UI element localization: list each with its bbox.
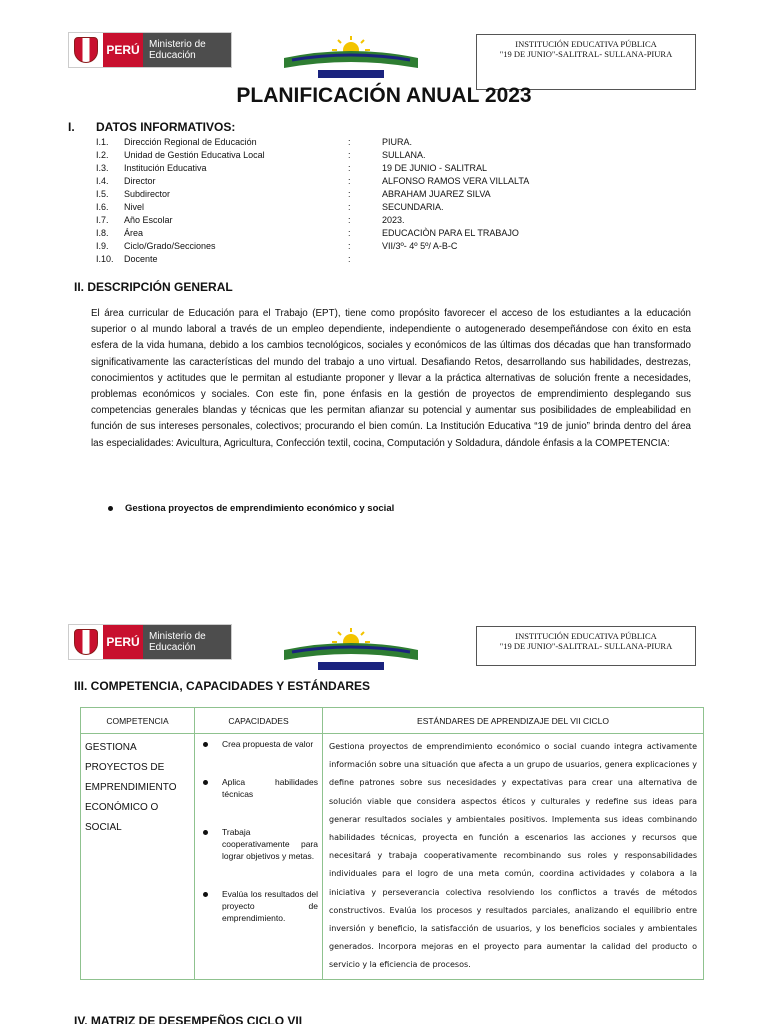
section3-heading: III. COMPETENCIA, CAPACIDADES Y ESTÁNDARES bbox=[74, 679, 371, 693]
info-label: Ciclo/Grado/Secciones bbox=[124, 241, 216, 251]
info-number: I.7. bbox=[96, 215, 109, 225]
logo-ministry-text: Ministerio de Educación bbox=[143, 625, 231, 659]
description-paragraph: El área curricular de Educación para el Trabajo (EPT), tiene como propósito favorecer el acceso de los estudiantes a la educación superior o al mundo laboral a través de un empleo dependiente, independiente o autogenerado desempeñándose con éxito en esta esfera de la vida humana, debido a los cambios tecnológicos, sociales y económicos de las últimas dos décadas que han transformado significativamente las características del mundo del trabajo a uno virtual. Desafiando Retos, desarrollando sus habilidades, destrezas, conocimientos y actitudes que le permitan al estudiante proponer y llevar a la práctica alternativas de solución frente a necesidades, problemas económicos y sociales. Con este fin, pone énfasis en la gestión de proyectos de emprendimiento desplegando sus competencias generales blandas y técnicas que les permitan afianzar su potencial y aumentar sus posibilidades de empleabilidad en función de sus intereses personales, colectivos; procurando el bien común. La Institución Educativa “19 de junio” brinda dentro del área las especialidades: Avicultura, Agricultura, Confección textil, cocina, Computación y Soldadura, dándole énfasis a la COMPETENCIA: bbox=[91, 308, 691, 449]
bullet-dot-icon bbox=[203, 742, 208, 747]
info-number: I.1. bbox=[96, 137, 109, 147]
info-colon: : bbox=[348, 254, 351, 264]
competencia-cell: GESTIONA PROYECTOS DE EMPRENDIMIENTO ECONÓMICO O SOCIAL bbox=[81, 734, 195, 980]
info-colon: : bbox=[348, 150, 351, 160]
info-value: EDUCACIÒN PARA EL TRABAJO bbox=[382, 228, 519, 238]
bullet-dot-icon bbox=[108, 506, 113, 511]
table-header-row bbox=[81, 708, 704, 734]
info-label: Institución Educativa bbox=[124, 163, 207, 173]
capacidad-item bbox=[203, 888, 318, 924]
col-competencia: COMPETENCIA bbox=[81, 708, 195, 734]
school-logo bbox=[278, 36, 424, 80]
institution-line-2: "19 DE JUNIO"-SALITRAL- SULLANA-PIURA bbox=[499, 641, 673, 651]
info-colon: : bbox=[348, 241, 351, 251]
info-number: I.10. bbox=[96, 254, 114, 264]
info-number: I.8. bbox=[96, 228, 109, 238]
capacidades-cell bbox=[195, 734, 323, 980]
bullet-dot-icon bbox=[203, 892, 208, 897]
bullet-dot-icon bbox=[203, 830, 208, 835]
competency-bullet-text: Gestiona proyectos de emprendimiento económico y social bbox=[125, 503, 395, 514]
info-row bbox=[96, 136, 696, 149]
capacidad-text: Aplica habilidades técnicas bbox=[222, 777, 318, 799]
section1-heading: DATOS INFORMATIVOS: bbox=[96, 120, 236, 134]
section1-number: I. bbox=[68, 120, 75, 134]
table-row bbox=[81, 734, 704, 980]
info-value: SULLANA. bbox=[382, 150, 426, 160]
info-colon: : bbox=[348, 189, 351, 199]
info-number: I.9. bbox=[96, 241, 109, 251]
info-colon: : bbox=[348, 228, 351, 238]
info-label: Unidad de Gestión Educativa Local bbox=[124, 150, 265, 160]
capacidad-text: Crea propuesta de valor bbox=[222, 739, 314, 749]
logo-peru-text: PERÚ bbox=[103, 625, 143, 659]
info-number: I.4. bbox=[96, 176, 109, 186]
info-value: PIURA. bbox=[382, 137, 413, 147]
info-colon: : bbox=[348, 137, 351, 147]
col-estandares: ESTÁNDARES DE APRENDIZAJE DEL VII CICLO bbox=[323, 708, 704, 734]
logo-peru-text: PERÚ bbox=[103, 33, 143, 67]
info-label: Director bbox=[124, 176, 156, 186]
minedu-logo bbox=[68, 32, 232, 68]
capacidad-text: Evalúa los resultados del proyecto de emprendimiento. bbox=[222, 889, 318, 923]
info-colon: : bbox=[348, 176, 351, 186]
capacidad-item bbox=[203, 826, 318, 862]
info-row bbox=[96, 253, 696, 266]
info-value: 19 DE JUNIO - SALITRAL bbox=[382, 163, 488, 173]
info-value: 2023. bbox=[382, 215, 405, 225]
info-number: I.2. bbox=[96, 150, 109, 160]
info-number: I.5. bbox=[96, 189, 109, 199]
capacidad-text: Trabaja cooperativamente para lograr objetivos y metas. bbox=[222, 827, 318, 861]
competency-table bbox=[80, 707, 704, 980]
competency-bullet bbox=[108, 503, 394, 514]
logo-ministry-text: Ministerio de Educación bbox=[143, 33, 231, 67]
page-header bbox=[0, 22, 768, 82]
info-value: ALFONSO RAMOS VERA VILLALTA bbox=[382, 176, 530, 186]
info-label: Dirección Regional de Educación bbox=[124, 137, 257, 147]
section2-heading: II. DESCRIPCIÓN GENERAL bbox=[74, 280, 233, 294]
minedu-logo bbox=[68, 624, 232, 660]
info-row bbox=[96, 240, 696, 253]
peru-crest-icon bbox=[69, 33, 103, 67]
institution-box bbox=[476, 34, 696, 90]
page-title: PLANIFICACIÓN ANUAL 2023 bbox=[236, 84, 532, 107]
capacidad-item bbox=[203, 776, 318, 800]
info-value: ABRAHAM JUAREZ SILVA bbox=[382, 189, 491, 199]
col-capacidades: CAPACIDADES bbox=[195, 708, 323, 734]
institution-line-1: INSTITUCIÓN EDUCATIVA PÚBLICA bbox=[515, 39, 657, 49]
info-number: I.3. bbox=[96, 163, 109, 173]
info-value: SECUNDARIA. bbox=[382, 202, 444, 212]
info-row bbox=[96, 188, 696, 201]
info-row bbox=[96, 201, 696, 214]
section4-heading: IV. MATRIZ DE DESEMPEÑOS CICLO VII bbox=[74, 1014, 303, 1024]
estandar-cell: Gestiona proyectos de emprendimiento económico o social cuando integra activamente información sobre una situación que afecta a un grupo de usuarios, genera explicaciones y define patrones sobre sus necesidades y expectativas para crear una alternativa de solución viable que considera aspectos éticos y culturales y redefine sus ideas para generar resultados sociales y ambientales positivos. Implementa sus ideas combinando habilidades técnicas, proyecta en función a escenarios las acciones y recursos que necesitará y trabaja cooperativamente recombinando sus roles y responsabilidades individuales para el logro de una meta común, coordina actividades y colabora a la iniciativa y perseverancia colectiva resolviendo los conflictos a través de métodos constructivos. Evalúa los procesos y resultados parciales, analizando el equilibrio entre inversión y beneficio, la satisfacción de usuarios, y los beneficios sociales y ambientales generados. Incorpora mejoras en el proyecto para aumentar la calidad del producto o servicio y la eficiencia de procesos. bbox=[323, 734, 704, 980]
page-header-2 bbox=[0, 614, 768, 674]
institution-box bbox=[476, 626, 696, 666]
bullet-dot-icon bbox=[203, 780, 208, 785]
info-label: Subdirector bbox=[124, 189, 171, 199]
info-colon: : bbox=[348, 202, 351, 212]
institution-line-2: "19 DE JUNIO"-SALITRAL- SULLANA-PIURA bbox=[499, 49, 673, 59]
info-row bbox=[96, 227, 696, 240]
info-label: Nivel bbox=[124, 202, 145, 212]
capacidad-item bbox=[203, 738, 318, 750]
institution-line-1: INSTITUCIÓN EDUCATIVA PÚBLICA bbox=[515, 631, 657, 641]
info-label: Docente bbox=[124, 254, 158, 264]
info-value: VII/3º- 4º 5º/ A-B-C bbox=[382, 241, 458, 251]
info-row bbox=[96, 175, 696, 188]
peru-crest-icon bbox=[69, 625, 103, 659]
info-number: I.6. bbox=[96, 202, 109, 212]
info-row bbox=[96, 162, 696, 175]
school-logo bbox=[278, 628, 424, 672]
info-colon: : bbox=[348, 163, 351, 173]
info-colon: : bbox=[348, 215, 351, 225]
info-row bbox=[96, 149, 696, 162]
info-label: Área bbox=[124, 228, 144, 238]
info-row bbox=[96, 214, 696, 227]
info-label: Año Escolar bbox=[124, 215, 173, 225]
